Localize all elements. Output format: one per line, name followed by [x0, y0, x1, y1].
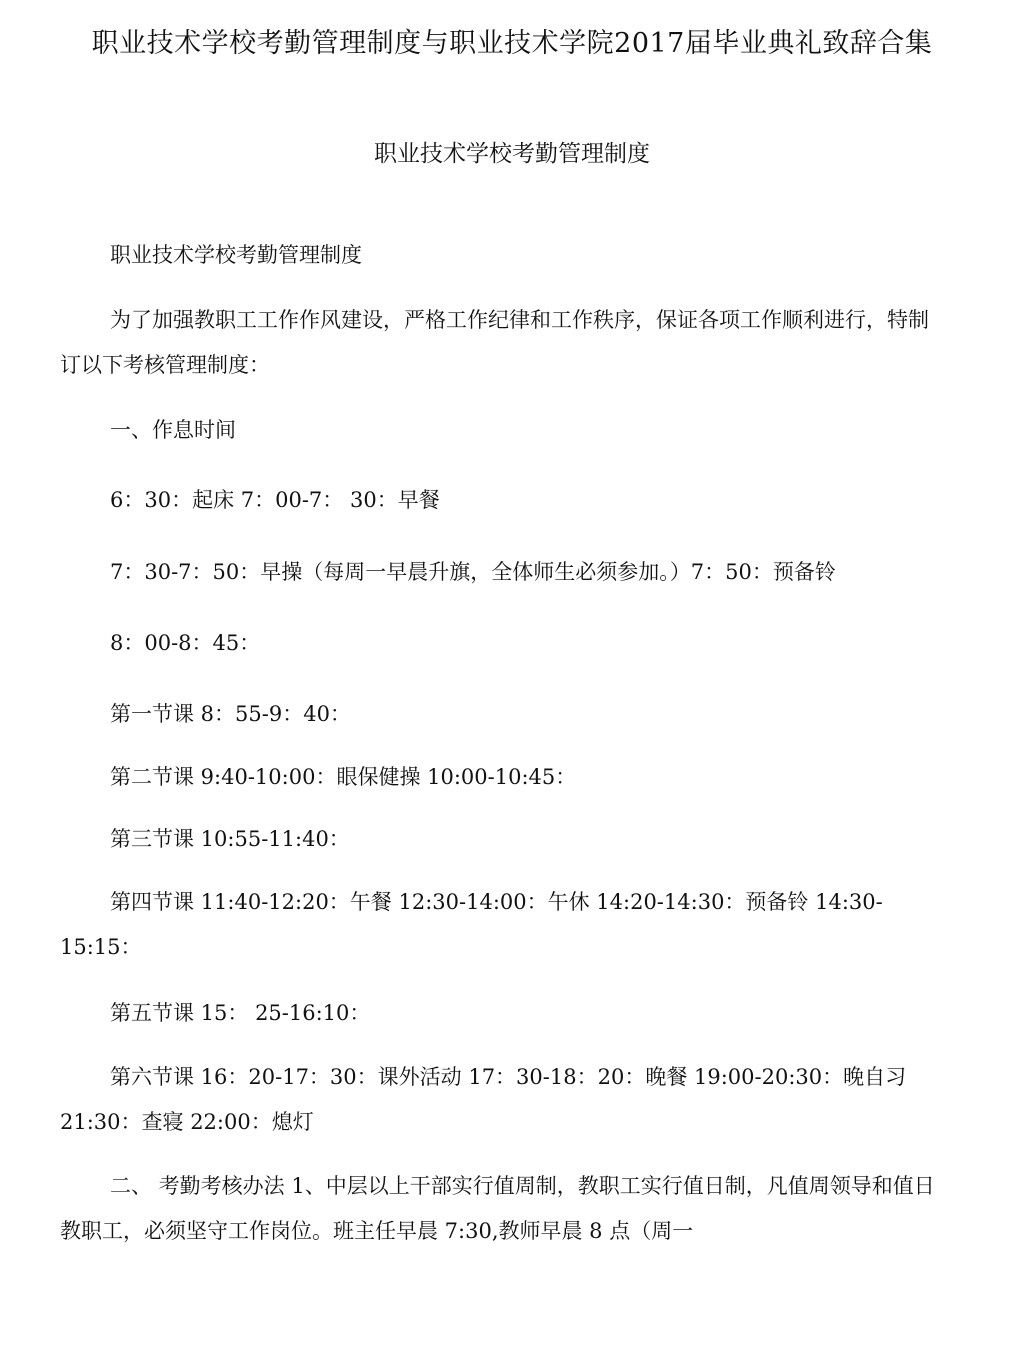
paragraph-class-5: 第五节课 15： 25-16:10：	[110, 1001, 371, 1025]
paragraph-schedule-2: 7：30-7：50：早操（每周一早晨升旗，全体师生必须参加。）7：50：预备铃	[110, 560, 836, 584]
paragraph-section-two: 二、 考勤考核办法 1、中层以上干部实行值周制，教职工实行值日制，凡值周领导和值日教职工，必须坚守工作岗位。班主任早晨 7:30,教师早晨 8 点（周一	[60, 1174, 935, 1243]
paragraph-class-3: 第三节课 10:55-11:40：	[110, 827, 350, 851]
paragraph-section-one: 一、作息时间	[110, 418, 236, 442]
paragraph-class-1: 第一节课 8：55-9：40：	[110, 702, 351, 726]
document-title: 职业技术学校考勤管理制度与职业技术学院2017届毕业典礼致辞合集	[91, 28, 933, 59]
section-title: 职业技术学校考勤管理制度	[374, 141, 650, 167]
paragraph-schedule-1: 6：30：起床 7：00-7： 30：早餐	[110, 488, 440, 512]
paragraph-class-4: 第四节课 11:40-12:20：午餐 12:30-14:00：午休 14:20-14:30：预备铃 14:30-15:15：	[60, 890, 883, 959]
paragraph-intro: 为了加强教职工工作作风建设，严格工作纪律和工作秩序，保证各项工作顺利进行，特制订以下考核管理制度：	[60, 308, 929, 377]
paragraph-class-6: 第六节课 16：20-17：30：课外活动 17：30-18：20：晚餐 19:00-20:30：晚自习 21:30：查寝 22:00：熄灯	[60, 1065, 907, 1134]
paragraph-class-2: 第二节课 9:40-10:00：眼保健操 10:00-10:45：	[110, 765, 577, 789]
paragraph-heading: 职业技术学校考勤管理制度	[110, 243, 362, 267]
paragraph-schedule-3: 8：00-8：45：	[110, 631, 261, 655]
